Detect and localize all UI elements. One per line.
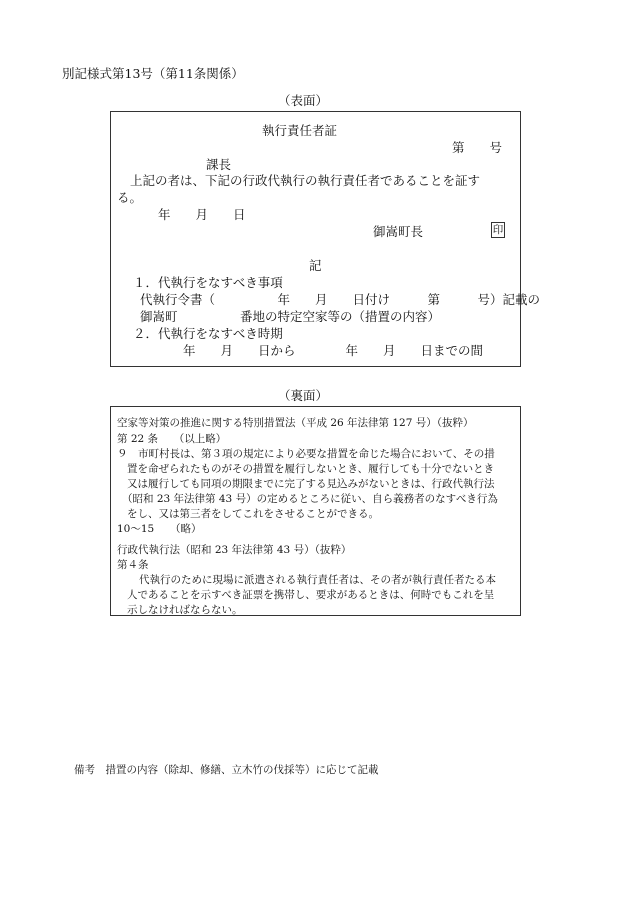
item1-line-1: 代執行令書（ 年 月 日付け 第 号）記載の bbox=[140, 292, 541, 307]
para9-line-4: （昭和 23 年法律第 43 号）の定めるところに従い、自ら義務者のなすべき行為 bbox=[122, 493, 498, 505]
section-title: 課長 bbox=[206, 157, 232, 172]
ki-label: 記 bbox=[309, 258, 322, 273]
article-22: 第 22 条 （以上略） bbox=[117, 433, 227, 445]
front-section-label: （表面） bbox=[278, 93, 329, 108]
art4-line-3: 示しなければならない。 bbox=[127, 604, 243, 616]
para9-line-2: 置を命ぜられたものがその措置を履行しないとき、履行しても十分でないとき bbox=[127, 463, 495, 475]
statement-line-2: る。 bbox=[117, 190, 143, 205]
item2-heading: ２．代執行をなすべき時期 bbox=[133, 326, 283, 341]
card-title: 執行責任者証 bbox=[262, 123, 338, 138]
number-line: 第 号 bbox=[452, 140, 503, 155]
art4-line-2: 人であることを示すべき証票を携帯し、要求があるときは、何時でもこれを呈 bbox=[127, 589, 495, 601]
para9-line-3: 又は履行しても同項の期限までに完了する見込みがないときは、行政代執行法 bbox=[127, 478, 495, 490]
date-line: 年 月 日 bbox=[158, 207, 246, 222]
issuer: 御嵩町長 bbox=[373, 224, 424, 239]
law2-title: 行政代執行法（昭和 23 年法律第 43 号）（抜粋） bbox=[117, 544, 352, 556]
item1-line-2: 御嵩町 番地の特定空家等の（措置の内容） bbox=[140, 309, 441, 324]
item2-line: 年 月 日から 年 月 日までの間 bbox=[183, 343, 484, 358]
article-4: 第４条 bbox=[117, 559, 149, 571]
statement-line-1: 上記の者は、下記の行政代執行の執行責任者であることを証す bbox=[130, 173, 481, 188]
para9-line-1: ９ 市町村長は、第３項の規定により必要な措置を命じた場合において、その措 bbox=[117, 448, 495, 460]
art4-line-1: 代執行のために現場に派遣される執行責任者は、その者が執行責任者たる本 bbox=[139, 574, 496, 586]
form-label: 別記様式第13号（第11条関係） bbox=[62, 66, 244, 81]
footer-note: 備考 措置の内容（除却、修繕、立木竹の伐採等）に応じて記載 bbox=[74, 764, 379, 776]
para9-line-5: をし、又は第三者をしてこれをさせることができる。 bbox=[127, 508, 379, 520]
item1-heading: １．代執行をなすべき事項 bbox=[133, 275, 283, 290]
para-10-15: 10～15 （略） bbox=[117, 523, 202, 535]
seal-stamp: 印 bbox=[492, 224, 504, 236]
back-section-label: （裏面） bbox=[278, 388, 329, 403]
law1-title: 空家等対策の推進に関する特別措置法（平成 26 年法律第 127 号）（抜粋） bbox=[117, 417, 474, 429]
